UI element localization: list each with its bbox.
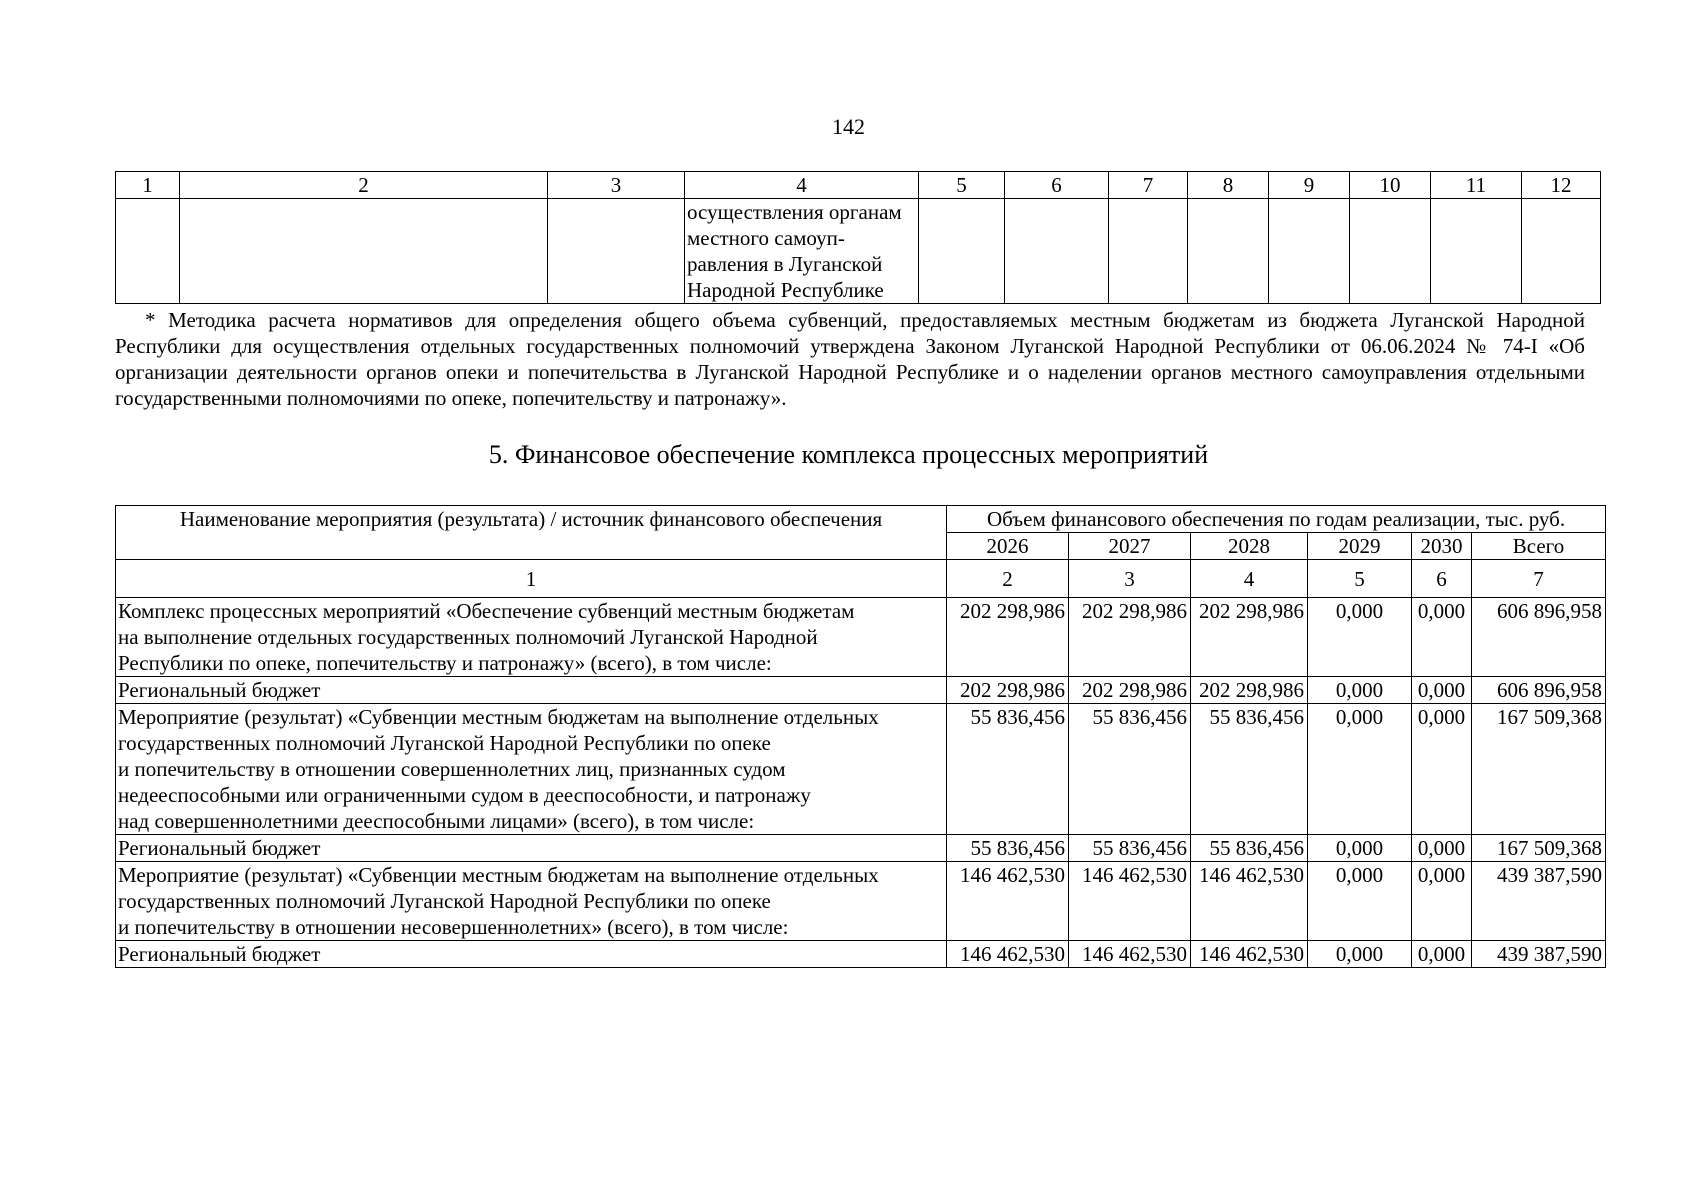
- financing-table: [115, 505, 1606, 968]
- table2-row: [116, 598, 1606, 677]
- column-index: 1: [116, 560, 947, 598]
- amount-cell: 0,000: [1308, 704, 1412, 835]
- text-line: Региональный бюджет: [118, 678, 321, 702]
- table1-cell: [180, 199, 548, 304]
- amount-cell: 0,000: [1308, 941, 1412, 968]
- table1-cell: [1188, 199, 1269, 304]
- table1-row: [116, 199, 1601, 304]
- table1-header-cell: 12: [1522, 172, 1601, 199]
- table2-row: [116, 704, 1606, 835]
- table1-header-cell: 4: [685, 172, 919, 199]
- text-line: осуществления органам: [687, 200, 902, 224]
- amount-cell: 202 298,986: [947, 677, 1069, 704]
- column-index: 5: [1308, 560, 1412, 598]
- section-title: 5. Финансовое обеспечение комплекса процессных мероприятий: [488, 440, 1209, 469]
- name-header: Наименование мероприятия (результата) / источник финансового обеспечения: [116, 506, 947, 560]
- continuation-table: [115, 171, 1601, 304]
- table1-cell: [1350, 199, 1431, 304]
- table1-cell-col4: [685, 199, 919, 304]
- volume-header: Объем финансового обеспечения по годам реализации, тыс. руб.: [947, 506, 1606, 533]
- amount-cell: 146 462,530: [1069, 862, 1191, 941]
- column-index: 2: [947, 560, 1069, 598]
- amount-cell: 202 298,986: [1069, 677, 1191, 704]
- table2-row: [116, 677, 1606, 704]
- table1-cell: [919, 199, 1005, 304]
- column-index: 7: [1472, 560, 1606, 598]
- activity-name: [116, 941, 947, 968]
- table1-header-cell: 3: [548, 172, 685, 199]
- text-line: государственных полномочий Луганской Народной Республики по опеке: [118, 889, 771, 913]
- total-cell: 606 896,958: [1472, 598, 1606, 677]
- year-header: 2027: [1069, 533, 1191, 560]
- table2-row: [116, 941, 1606, 968]
- amount-cell: 0,000: [1412, 598, 1472, 677]
- amount-cell: 0,000: [1308, 835, 1412, 862]
- text-line: Комплекс процессных мероприятий «Обеспечение субвенций местным бюджетам: [118, 599, 855, 623]
- table1-header-cell: 8: [1188, 172, 1269, 199]
- text-line: Мероприятие (результат) «Субвенции местным бюджетам на выполнение отдельных: [118, 863, 879, 887]
- amount-cell: 55 836,456: [1191, 835, 1308, 862]
- table2-row: [116, 862, 1606, 941]
- amount-cell: 55 836,456: [1069, 835, 1191, 862]
- text-line: местного самоуп-: [687, 226, 845, 250]
- amount-cell: 202 298,986: [947, 598, 1069, 677]
- amount-cell: 0,000: [1412, 704, 1472, 835]
- column-index: 4: [1191, 560, 1308, 598]
- table1-cell: [1431, 199, 1522, 304]
- table1-header-cell: 1: [116, 172, 180, 199]
- text-line: равления в Луганской: [687, 252, 883, 276]
- table1-header-cell: 5: [919, 172, 1005, 199]
- total-cell: 439 387,590: [1472, 941, 1606, 968]
- text-line: государственных полномочий Луганской Народной Республики по опеке: [118, 731, 771, 755]
- amount-cell: 0,000: [1412, 941, 1472, 968]
- amount-cell: 55 836,456: [1191, 704, 1308, 835]
- amount-cell: 146 462,530: [947, 862, 1069, 941]
- table1-cell: [1522, 199, 1601, 304]
- table1-cell: [548, 199, 685, 304]
- text-line: Региональный бюджет: [118, 836, 321, 860]
- table1-cell: [1005, 199, 1109, 304]
- table1-header-cell: 2: [180, 172, 548, 199]
- year-header: 2026: [947, 533, 1069, 560]
- year-header: 2028: [1191, 533, 1308, 560]
- amount-cell: 202 298,986: [1191, 598, 1308, 677]
- amount-cell: 146 462,530: [947, 941, 1069, 968]
- amount-cell: 55 836,456: [1069, 704, 1191, 835]
- text-line: Народной Республике: [687, 278, 884, 302]
- activity-name: [116, 704, 947, 835]
- total-cell: 167 509,368: [1472, 835, 1606, 862]
- activity-name: [116, 598, 947, 677]
- text-line: и попечительству в отношении совершеннолетних лиц, признанных судом: [118, 757, 786, 781]
- amount-cell: 0,000: [1308, 598, 1412, 677]
- amount-cell: 55 836,456: [947, 835, 1069, 862]
- text-line: Региональный бюджет: [118, 942, 321, 966]
- amount-cell: 146 462,530: [1191, 862, 1308, 941]
- amount-cell: 202 298,986: [1069, 598, 1191, 677]
- table2-index-row: [116, 560, 1606, 598]
- table1-header-cell: 6: [1005, 172, 1109, 199]
- amount-cell: 146 462,530: [1069, 941, 1191, 968]
- amount-cell: 0,000: [1412, 835, 1472, 862]
- text-line: Республики по опеке, попечительству и патронажу» (всего), в том числе:: [118, 651, 772, 675]
- total-cell: 167 509,368: [1472, 704, 1606, 835]
- column-index: 6: [1412, 560, 1472, 598]
- table1-header-cell: 11: [1431, 172, 1522, 199]
- amount-cell: 0,000: [1412, 677, 1472, 704]
- amount-cell: 146 462,530: [1191, 941, 1308, 968]
- year-header: 2029: [1308, 533, 1412, 560]
- column-index: 3: [1069, 560, 1191, 598]
- total-header: Всего: [1472, 533, 1606, 560]
- total-cell: 439 387,590: [1472, 862, 1606, 941]
- table1-header-cell: 10: [1350, 172, 1431, 199]
- table1-header-cell: 7: [1109, 172, 1188, 199]
- text-line: на выполнение отдельных государственных полномочий Луганской Народной: [118, 625, 818, 649]
- text-line: Мероприятие (результат) «Субвенции местным бюджетам на выполнение отдельных: [118, 705, 879, 729]
- table1-cell: [116, 199, 180, 304]
- table1-cell: [1269, 199, 1350, 304]
- table1-header-row: [116, 172, 1601, 199]
- table1-cell: [1109, 199, 1188, 304]
- footnote: * Методика расчета нормативов для определения общего объема субвенций, предоставляемых местным бюджетам из бюджета Луганской Народной Республики для осуществления отдельных государственных полномочий утверждена Законом Луганской Народной Республики от 06.06.2024 № 74-I «Об организации деятельности органов опеки и попечительства в Луганской Народной Республике и о наделении органов местного самоуправления отдельными государственными полномочиями по опеке, попечительству и патронажу».: [115, 308, 1585, 410]
- table2-header-row: [116, 506, 1606, 533]
- text-line: недееспособными или ограниченными судом в дееспособности, и патронажу: [118, 783, 811, 807]
- table1-header-cell: 9: [1269, 172, 1350, 199]
- activity-name: [116, 835, 947, 862]
- activity-name: [116, 862, 947, 941]
- amount-cell: 0,000: [1308, 677, 1412, 704]
- amount-cell: 0,000: [1412, 862, 1472, 941]
- table2-row: [116, 835, 1606, 862]
- total-cell: 606 896,958: [1472, 677, 1606, 704]
- year-header: 2030: [1412, 533, 1472, 560]
- amount-cell: 55 836,456: [947, 704, 1069, 835]
- amount-cell: 0,000: [1308, 862, 1412, 941]
- page-number: 142: [832, 114, 865, 139]
- text-line: и попечительству в отношении несовершеннолетних» (всего), в том числе:: [118, 915, 789, 939]
- activity-name: [116, 677, 947, 704]
- amount-cell: 202 298,986: [1191, 677, 1308, 704]
- text-line: над совершеннолетними дееспособными лицами» (всего), в том числе:: [118, 809, 755, 833]
